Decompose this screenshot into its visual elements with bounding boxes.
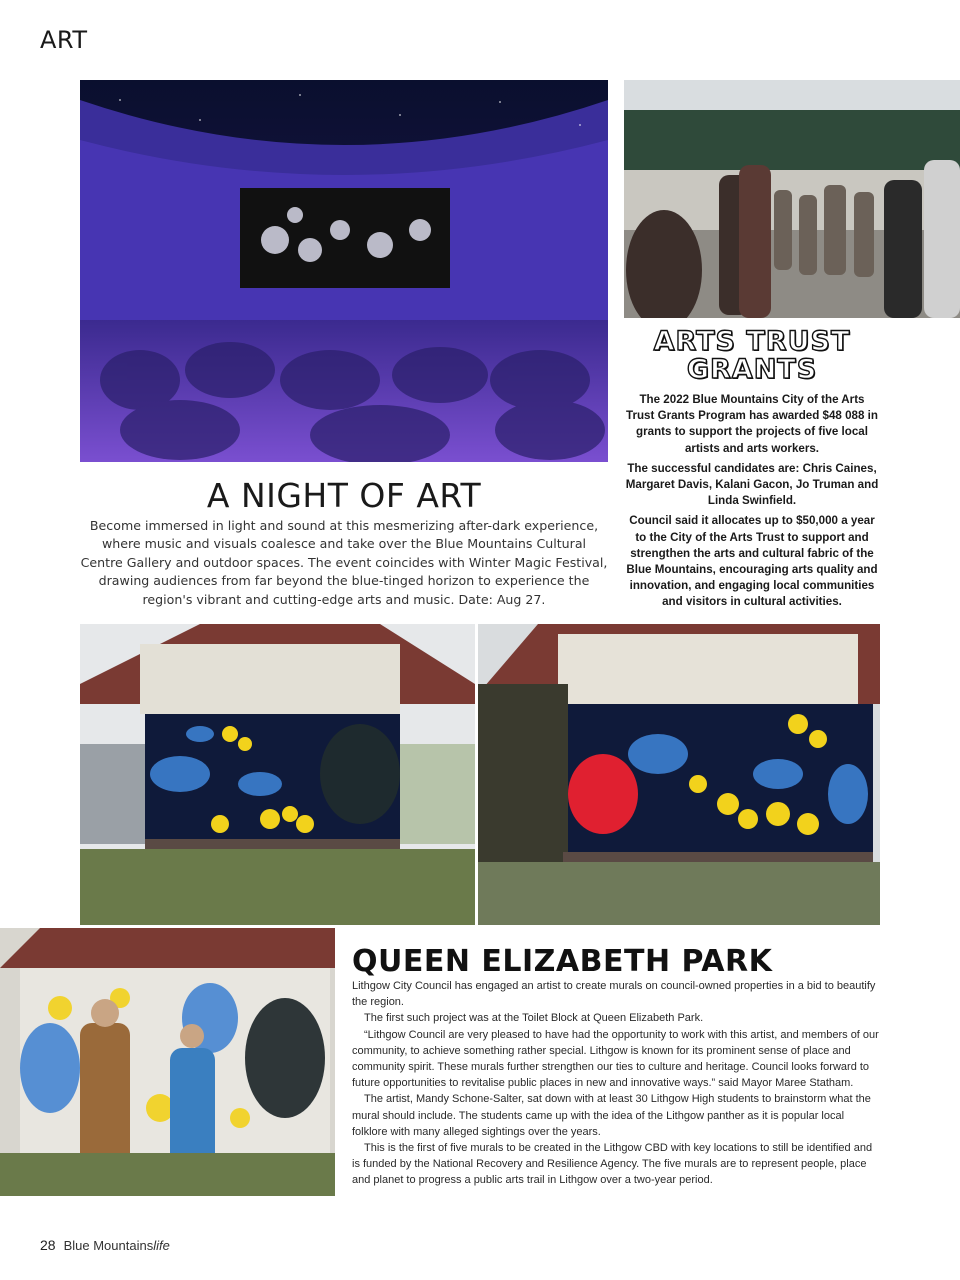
mural-photo-left	[80, 624, 475, 925]
park-paragraph: Lithgow City Council has engaged an artist to create murals on council-owned properties in a bid to beautify the region.	[352, 980, 876, 1009]
page-footer	[40, 1237, 170, 1253]
arts-trust-paragraph: Council said it allocates up to $50,000 a year to the City of the Arts Trust to support and strengthen the arts and cultural fabric of the Blue Mountains, encouraging arts quality and innovation, and engaging local communities and visitors in cultural activities.	[626, 514, 878, 609]
queen-elizabeth-park-body	[352, 978, 882, 1189]
magazine-name: Blue Mountains	[63, 1238, 154, 1253]
magazine-suffix: life	[153, 1238, 170, 1253]
park-paragraph: This is the first of five murals to be created in the Lithgow CBD with key locations to still be identified and is funded by the National Recovery and Resilience Agency. The five murals are to represent people, place and planet to progress a public arts trail in Lithgow over a two-year period.	[352, 1142, 873, 1187]
arts-trust-paragraph: The successful candidates are: Chris Caines, Margaret Davis, Kalani Gacon, Jo Truman and Linda Swinfield.	[625, 461, 879, 508]
park-paragraph: The first such project was at the Toilet Block at Queen Elizabeth Park.	[364, 1012, 704, 1025]
section-label: ART	[40, 26, 88, 54]
arts-trust-title	[624, 328, 880, 384]
arts-trust-paragraph: The 2022 Blue Mountains City of the Arts Trust Grants Program has awarded $48 088 in grants to support the projects of five local artists and arts workers.	[626, 393, 878, 455]
page-number: 28	[40, 1237, 56, 1253]
night-of-art-title: A NIGHT OF ART	[206, 476, 482, 515]
arts-trust-body	[624, 392, 880, 615]
night-of-art-body: Become immersed in light and sound at this mesmerizing after-dark experience, where music and visuals coalesce and take over the Blue Mountains Cultural Centre Gallery and outdoor spaces. The event coincides with Winter Magic Festival, drawing audiences from far beyond the blue-tinged horizon to experience the region's vibrant and cutting-edge arts and music. Date: Aug 27.	[80, 518, 608, 607]
park-paragraph: “Lithgow Council are very pleased to have had the opportunity to work with this artist, and members of our community, to achieve something rather special. Lithgow is known for its prominent sense of place and community spirit. These murals further strengthen our ties to culture and heritage. Council looks forward to future opportunities to revitalise public places in new and innovative ways.” said Mayor Maree Statham.	[352, 1028, 879, 1090]
park-paragraph: The artist, Mandy Schone-Salter, sat down with at least 30 Lithgow High students to brainstorm what the mural should include. The students came up with the idea of the Lithgow panther as it is popular local folklore with many alleged sightings over the years.	[352, 1093, 871, 1138]
arts-trust-title-line2: GRANTS	[686, 354, 818, 385]
arts-trust-photo	[624, 80, 960, 318]
mural-photo-right	[478, 624, 880, 925]
queen-elizabeth-park-title: QUEEN ELIZABETH PARK	[352, 944, 773, 979]
mural-people-photo	[0, 928, 335, 1196]
night-of-art-photo	[80, 80, 608, 462]
arts-trust-title-line1: ARTS TRUST	[653, 326, 851, 357]
